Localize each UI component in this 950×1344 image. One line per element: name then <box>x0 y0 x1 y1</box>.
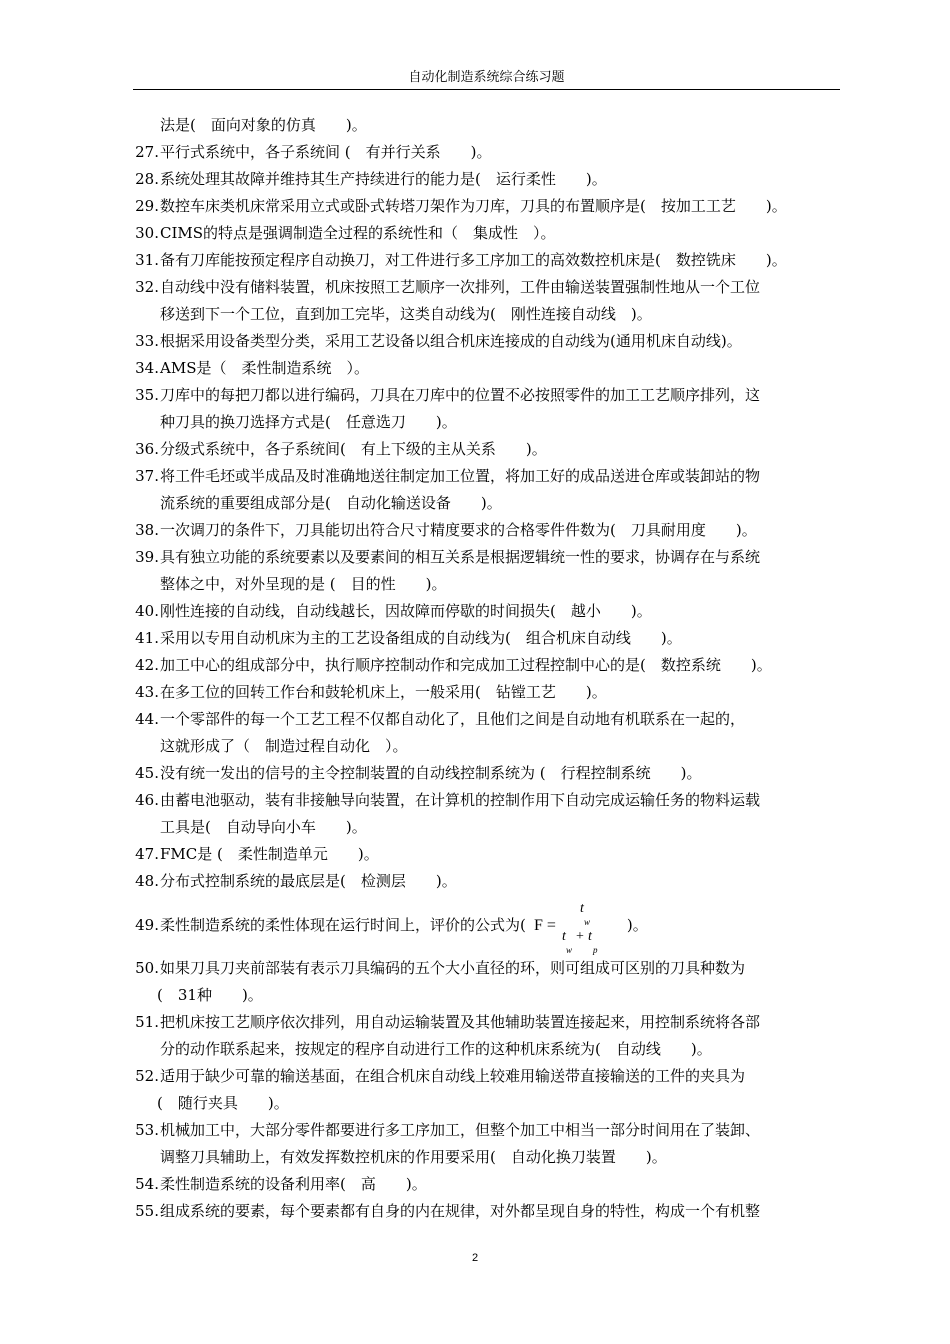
question-number: 27. <box>135 143 159 161</box>
question-block-2 <box>133 955 840 1225</box>
question-text: 备有刀库能按预定程序自动换刀，对工件进行多工序加工的高效数控机床是( 数控铣床 )。 <box>160 251 787 269</box>
question-number: 48. <box>135 872 159 890</box>
question-text: 分的动作联系起来，按规定的程序自动进行工作的这种机床系统为( 自动线 )。 <box>160 1040 712 1058</box>
question-line <box>133 1171 840 1198</box>
question-text-end: )。 <box>626 916 648 934</box>
question-text: 平行式系统中，各子系统间 ( 有并行关系 )。 <box>160 143 492 161</box>
question-number: 28. <box>135 170 159 188</box>
question-number <box>133 571 159 598</box>
question-number: 29. <box>135 197 159 215</box>
question-text: 把机床按工艺顺序依次排列，用自动运输装置及其他辅助装置连接起来，用控制系统将各部 <box>160 1013 761 1031</box>
question-line <box>133 787 840 814</box>
question-continuation-line <box>133 1036 840 1063</box>
question-number: 49. <box>135 916 159 934</box>
question-text: CIMS的特点是强调制造全过程的系统性和（ 集成性 ）。 <box>160 224 556 242</box>
question-text: 一次调刀的条件下，刀具能切出符合尺寸精度要求的合格零件件数为( 刀具耐用度 )。 <box>160 521 757 539</box>
question-line <box>133 706 840 733</box>
question-number <box>133 301 159 328</box>
question-line <box>133 328 840 355</box>
question-text: ( 31种 )。 <box>157 986 263 1004</box>
question-line <box>133 193 840 220</box>
question-text: 分布式控制系统的最底层是( 检测层 )。 <box>160 872 457 890</box>
question-text: 流系统的重要组成部分是( 自动化输送设备 )。 <box>160 494 502 512</box>
question-text: 柔性制造系统的设备利用率( 高 )。 <box>160 1175 427 1193</box>
question-line <box>133 166 840 193</box>
question-text: 刀库中的每把刀都以进行编码，刀具在刀库中的位置不必按照零件的加工工艺顺序排列，这 <box>160 386 761 404</box>
question-number: 34. <box>135 359 159 377</box>
question-text: 工具是( 自动导向小车 )。 <box>160 818 367 836</box>
question-number <box>133 814 159 841</box>
question-line <box>133 517 840 544</box>
question-text: 柔性制造系统的柔性体现在运行时间上，评价的公式为( <box>160 916 526 934</box>
document-body <box>133 112 840 1225</box>
formula-plus: + <box>575 929 584 944</box>
header-rule <box>133 89 840 90</box>
question-text: AMS是（ 柔性制造系统 ）。 <box>160 359 369 377</box>
formula-denom-b-sub: p <box>592 945 598 955</box>
question-line <box>133 247 840 274</box>
question-line <box>133 868 840 895</box>
question-text: 根据采用设备类型分类，采用工艺设备以组合机床连接成的自动线为(通用机床自动线)。 <box>160 332 742 350</box>
question-text: 加工中心的组成部分中，执行顺序控制动作和完成加工过程控制中心的是( 数控系统 )。 <box>160 656 772 674</box>
question-line <box>133 841 840 868</box>
page-header: 自动化制造系统综合练习题 <box>408 70 565 85</box>
question-text: 调整刀具辅助上，有效发挥数控机床的作用要采用( 自动化换刀装置 )。 <box>160 1148 667 1166</box>
question-text: 分级式系统中，各子系统间( 有上下级的主从关系 )。 <box>160 440 547 458</box>
question-line <box>133 955 840 982</box>
formula-numerator: t <box>579 901 584 916</box>
question-line <box>133 355 840 382</box>
question-number <box>133 409 159 436</box>
question-text: 如果刀具刀夹前部装有表示刀具编码的五个大小直径的环，则可组成可区别的刀具种数为 <box>160 959 746 977</box>
question-continuation-line <box>133 571 840 598</box>
formula-denom-a: t <box>561 929 566 944</box>
question-text: 没有统一发出的信号的主令控制装置的自动线控制系统为 ( 行程控制系统 )。 <box>160 764 702 782</box>
question-line <box>133 139 840 166</box>
question-continuation-line <box>133 1090 840 1117</box>
formula-numerator-sub: w <box>583 917 590 927</box>
question-number: 45. <box>135 764 159 782</box>
question-line <box>133 274 840 301</box>
question-number: 32. <box>135 278 159 296</box>
question-text: 由蓄电池驱动，装有非接触导向装置，在计算机的控制作用下自动完成运输任务的物料运载 <box>160 791 761 809</box>
question-number: 39. <box>135 548 159 566</box>
question-number: 47. <box>135 845 159 863</box>
question-number <box>133 733 159 760</box>
question-line <box>133 220 840 247</box>
question-line <box>133 598 840 625</box>
question-number: 51. <box>135 1013 159 1031</box>
question-text: 这就形成了（ 制造过程自动化 ）。 <box>160 737 408 755</box>
question-number <box>133 1144 159 1171</box>
question-number: 35. <box>135 386 159 404</box>
question-number: 50. <box>135 959 159 977</box>
question-continuation-line <box>133 409 840 436</box>
question-line <box>133 382 840 409</box>
question-number: 33. <box>135 332 159 350</box>
question-continuation-line <box>133 814 840 841</box>
question-number: 43. <box>135 683 159 701</box>
question-number: 44. <box>135 710 159 728</box>
question-text: 适用于缺少可靠的输送基面，在组合机床自动线上较难用输送带直接输送的工件的夹具为 <box>160 1067 746 1085</box>
question-line <box>133 760 840 787</box>
question-text: FMC是 ( 柔性制造单元 )。 <box>160 845 379 863</box>
question-text: 机械加工中，大部分零件都要进行多工序加工，但整个加工中相当一部分时间用在了装卸、 <box>160 1121 761 1139</box>
question-text: 一个零部件的每一个工艺工程不仅都自动化了，且他们之间是自动地有机联系在一起的， <box>160 710 746 728</box>
question-number: 46. <box>135 791 159 809</box>
question-number: 41. <box>135 629 159 647</box>
question-continuation-line <box>133 301 840 328</box>
question-line <box>133 1063 840 1090</box>
question-text: 采用以专用自动机床为主的工艺设备组成的自动线为( 组合机床自动线 )。 <box>160 629 682 647</box>
question-continuation-line <box>133 1144 840 1171</box>
question-number: 53. <box>135 1121 159 1139</box>
question-number: 36. <box>135 440 159 458</box>
question-line <box>133 1198 840 1225</box>
question-number: 30. <box>135 224 159 242</box>
question-continuation-line <box>133 982 840 1009</box>
question-text: 法是( 面向对象的仿真 )。 <box>160 116 367 134</box>
question-number <box>133 112 159 139</box>
question-line <box>133 544 840 571</box>
question-text: 自动线中没有储料装置，机床按照工艺顺序一次排列，工件由输送装置强制性地从一个工位 <box>160 278 761 296</box>
question-number: 42. <box>135 656 159 674</box>
question-number: 31. <box>135 251 159 269</box>
question-continuation-line <box>133 112 840 139</box>
question-line <box>133 1117 840 1144</box>
question-line <box>133 679 840 706</box>
question-text: 整体之中，对外呈现的是 ( 目的性 )。 <box>160 575 447 593</box>
question-text: 刚性连接的自动线，自动线越长，因故障而停歇的时间损失( 越小 )。 <box>160 602 652 620</box>
question-text: 数控车床类机床常采用立式或卧式转塔刀架作为刀库，刀具的布置顺序是( 按加工工艺 )。 <box>160 197 787 215</box>
question-continuation-line <box>133 733 840 760</box>
question-text: 移送到下一个工位，直到加工完毕，这类自动线为( 刚性连接自动线 )。 <box>160 305 652 323</box>
question-text: 将工件毛坯或半成品及时准确地送往制定加工位置，将加工好的成品送进仓库或装卸站的物 <box>160 467 761 485</box>
question-line <box>133 463 840 490</box>
question-text: 种刀具的换刀选择方式是( 任意选刀 )。 <box>160 413 457 431</box>
question-number: 55. <box>135 1202 159 1220</box>
formula-denom-a-sub: w <box>565 945 572 955</box>
question-text: 在多工位的回转工作台和鼓轮机床上，一般采用( 钻镗工艺 )。 <box>160 683 607 701</box>
formula-denom-b: t <box>587 929 592 944</box>
question-number: 38. <box>135 521 159 539</box>
question-number: 37. <box>135 467 159 485</box>
page-number: 2 <box>471 1252 479 1264</box>
formula-lhs: F = <box>533 917 556 934</box>
question-line <box>133 652 840 679</box>
question-continuation-line <box>133 490 840 517</box>
question-text: 组成系统的要素，每个要素都有自身的内在规律，对外都呈现自身的特性，构成一个有机整 <box>160 1202 761 1220</box>
question-text: ( 随行夹具 )。 <box>157 1094 289 1112</box>
question-number <box>133 1036 159 1063</box>
question-line <box>133 1009 840 1036</box>
question-number <box>133 490 159 517</box>
question-line <box>133 436 840 463</box>
flexibility-formula <box>526 895 626 955</box>
question-number: 54. <box>135 1175 159 1193</box>
question-block-1 <box>133 112 840 895</box>
question-number: 52. <box>135 1067 159 1085</box>
question-text: 具有独立功能的系统要素以及要素间的相互关系是根据逻辑统一性的要求，协调存在与系统 <box>160 548 761 566</box>
question-line <box>133 625 840 652</box>
question-text: 系统处理其故障并维持其生产持续进行的能力是( 运行柔性 )。 <box>160 170 607 188</box>
question-49 <box>133 895 840 955</box>
question-number: 40. <box>135 602 159 620</box>
